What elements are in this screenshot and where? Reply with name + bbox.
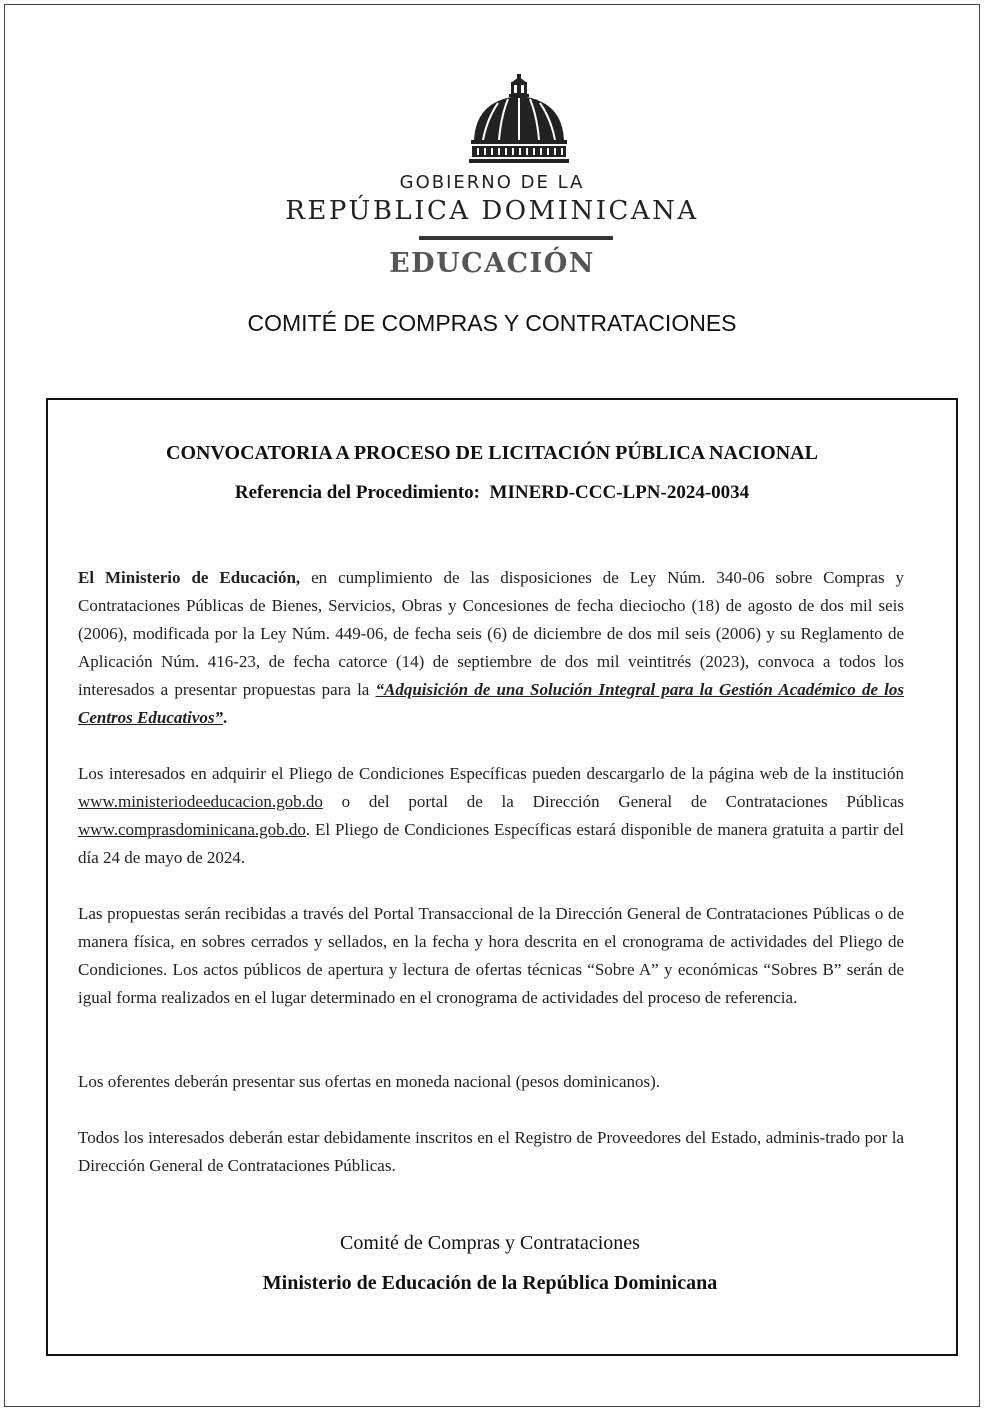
paragraph-specifications	[78, 760, 904, 872]
paragraph-registry: Todos los interesados deberán estar debidamente inscritos en el Registro de Proveedores del Estado, adminis-trado por la Dirección General de Contrataciones Públicas.	[78, 1128, 904, 1175]
specifications-text-2: o del portal de la Dirección General de Contrataciones Públicas	[322, 792, 904, 811]
signature-committee: Comité de Compras y Contrataciones	[340, 1232, 640, 1254]
compras-portal-link[interactable]: www.comprasdominicana.gob.do	[78, 820, 306, 839]
capitol-dome-seal-icon	[468, 74, 570, 166]
logo-text-gobierno: GOBIERNO DE LA	[399, 172, 585, 193]
paragraph-currency: Los oferentes deberán presentar sus ofertas en moneda nacional (pesos dominicanos).	[78, 1072, 661, 1091]
reference-code: MINERD-CCC-LPN-2024-0034	[489, 482, 750, 503]
convocation-end: .	[223, 708, 228, 727]
paragraph-proposals: Las propuestas serán recibidas a través del Portal Transaccional de la Dirección General de Contrataciones Públicas o de manera física, en sobres cerrados y sellados, en la fecha y hora descrita en el cronograma de actividades del Pliego de Condiciones. Los actos públicos de apertura y lectura de ofertas técnicas “Sobre A” y económicas “Sobres B” serán de igual forma realizados en el lugar determinado en el cronograma de actividades del proceso de referencia.	[78, 904, 904, 1007]
logo-divider	[419, 236, 613, 240]
specifications-text-1: Los interesados en adquirir el Pliego de Condiciones Específicas pueden descargarlo de la página web de la institución	[78, 764, 904, 783]
ministry-lead: El Ministerio de Educación,	[78, 568, 301, 587]
notice-box	[46, 398, 958, 1356]
specifications-text-3: . El Pliego de Condiciones Específicas estará disponible de manera gratuita a partir del día 24 de mayo de 2024.	[78, 820, 904, 867]
notice-title: CONVOCATORIA A PROCESO DE LICITACIÓN PÚBLICA NACIONAL	[166, 442, 818, 464]
logo-text-republica: REPÚBLICA DOMINICANA	[285, 196, 699, 226]
procurement-object: “Adquisición de una Solución Integral para la Gestión Académico de los Centros Educativos”	[78, 680, 905, 727]
reference-label: Referencia del Procedimiento:	[234, 482, 490, 503]
committee-heading: COMITÉ DE COMPRAS Y CONTRATACIONES	[247, 310, 737, 336]
ministry-website-link[interactable]: www.ministeriodeeducacion.gob.do	[78, 792, 323, 811]
procedure-reference	[0, 482, 984, 504]
logo-text-educacion: EDUCACIÓN	[389, 248, 595, 279]
paragraph-convocation	[78, 564, 904, 732]
convocation-body: en cumplimiento de las disposiciones de Ley Núm. 340-06 sobre Compras y Contrataciones Públicas de Bienes, Servicios, Obras y Concesiones de fecha dieciocho (18) de agosto de dos mil seis (2006), modificada por la Ley Núm. 449-06, de fecha seis (6) de diciembre de dos mil seis (2006) y su Reglamento de Aplicación Núm. 416-23, de fecha catorce (14) de septiembre de dos mil veintitrés (2023), convoca a todos los interesados a presentar propuestas para la	[78, 568, 904, 699]
signature-ministry: Ministerio de Educación de la República Dominicana	[262, 1272, 718, 1294]
